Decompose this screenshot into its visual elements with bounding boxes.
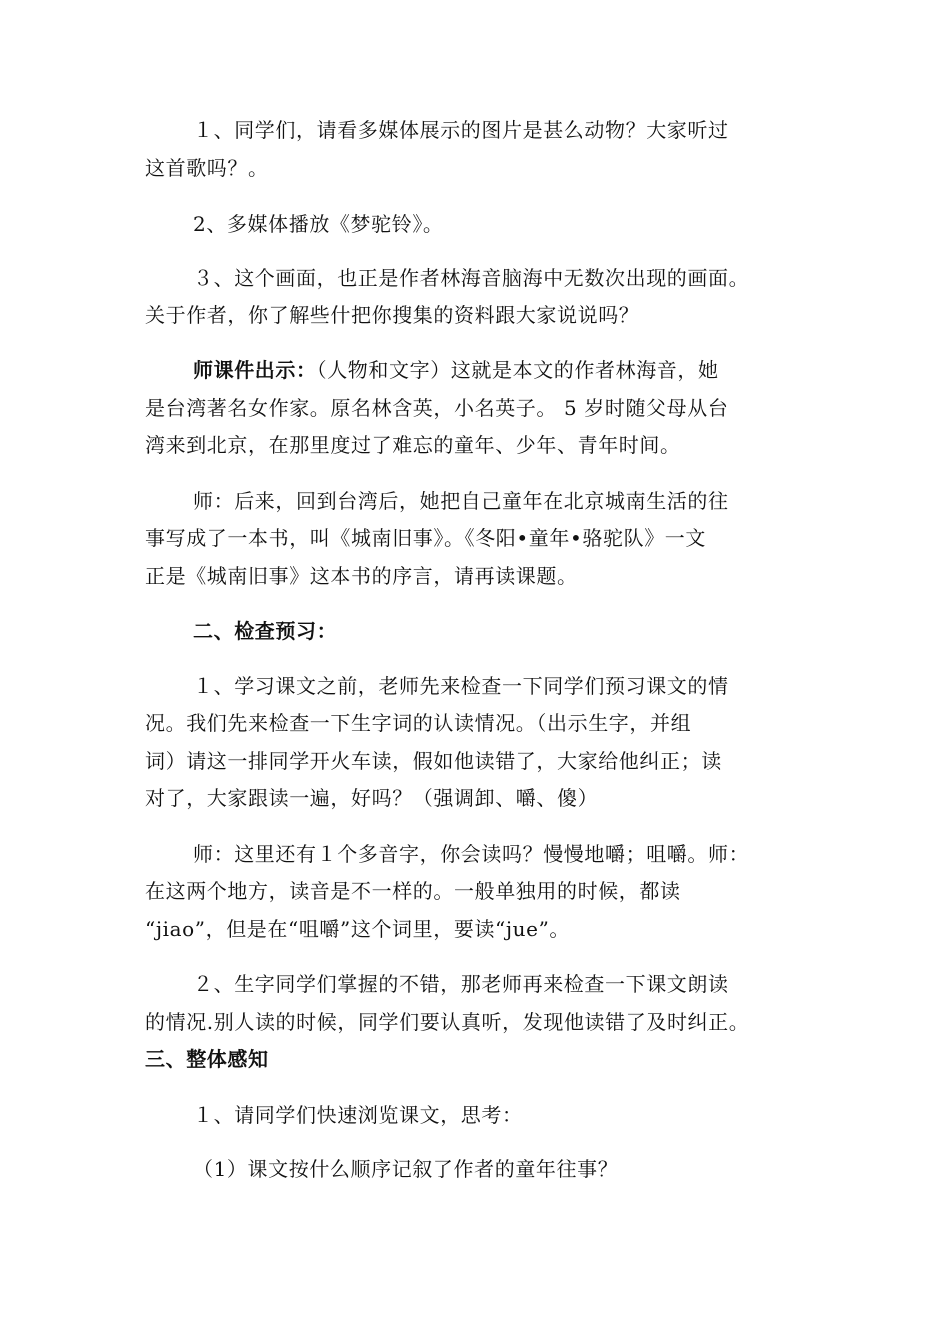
- para-3-line-2: 关于作者，你了解些什把你搜集的资料跟大家说说吗？: [145, 303, 640, 327]
- para-7-line-1: 师：这里还有１个多音字，你会读吗？慢慢地嚼；咀嚼。师：: [193, 842, 750, 866]
- section-heading-2: 二、检查预习：: [193, 619, 338, 643]
- para-4-line-1: [193, 356, 719, 384]
- para-5-line-3: 正是《城南旧事》这本书的序言，请再读课题。: [145, 564, 578, 588]
- para-5-line-1: 师：后来，回到台湾后，她把自己童年在北京城南生活的往: [193, 489, 729, 513]
- para-6-line-3: 词）请这一排同学开火车读，假如他读错了，大家给他纠正；读: [145, 749, 722, 773]
- para-7-line-3: “jiao”，但是在“咀嚼”这个词里，要读“jue”。: [145, 917, 571, 941]
- para-3-line-1: ３、这个画面，也正是作者林海音脑海中无数次出现的画面。: [193, 266, 750, 290]
- para-6-line-4: 对了，大家跟读一遍，好吗？（强调卸、嚼、傻）: [145, 786, 599, 810]
- para-6-line-2: 况。我们先来检查一下生字词的认读情况。（出示生字，并组: [145, 711, 692, 735]
- para-2-line-1: 2、多媒体播放《梦驼铃》。: [193, 212, 444, 236]
- courseware-text: （人物和文字）这就是本文的作者林海音，她: [316, 358, 719, 382]
- section-heading-3: 三、整体感知: [145, 1047, 269, 1071]
- para-4-line-3: 湾来到北京，在那里度过了难忘的童年、少年、青年时间。: [145, 433, 681, 457]
- para-8-line-1: ２、生字同学们掌握的不错，那老师再来检查一下课文朗读: [193, 972, 729, 996]
- para-7-line-2: 在这两个地方，读音是不一样的。一般单独用的时候，都读: [145, 879, 681, 903]
- para-1-line-1: １、同学们，请看多媒体展示的图片是甚么动物？大家听过: [193, 118, 729, 142]
- para-8-line-2: 的情况.别人读的时候，同学们要认真听，发现他读错了及时纠正。: [145, 1010, 750, 1034]
- para-6-line-1: １、学习课文之前，老师先来检查一下同学们预习课文的情: [193, 674, 729, 698]
- para-1-line-2: 这首歌吗？。: [145, 156, 269, 180]
- para-5-line-2: 事写成了一本书，叫《城南旧事》。《冬阳•童年•骆驼队》一文: [145, 526, 706, 550]
- para-9-line-1: １、请同学们快速浏览课文，思考：: [193, 1103, 523, 1127]
- para-10-line-1: （1）课文按什么顺序记叙了作者的童年往事？: [193, 1157, 619, 1181]
- courseware-label: 师课件出示：: [193, 358, 317, 382]
- para-4-line-2: 是台湾著名女作家。原名林含英，小名英子。 5 岁时随父母从台: [145, 396, 729, 420]
